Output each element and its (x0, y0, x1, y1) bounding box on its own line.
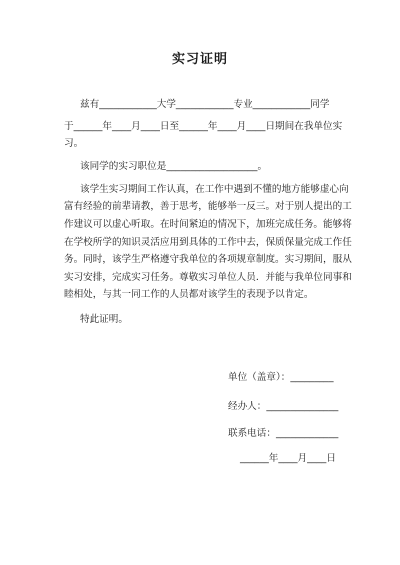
signature-unit: 单位（盖章）：_________ (228, 372, 334, 383)
body-line-4: 该同学的实习职位是___________________。 (80, 161, 268, 172)
body-line-5: 该学生实习期间工作认真，在工作中遇到不懂的地方能够虚心向 (80, 184, 349, 195)
body-line-9: 务。同时，该学生严格遵守我单位的各项规章制度。实习期间，服从 (64, 254, 352, 265)
body-line-1: 兹有____________大学____________专业____________同学 (80, 99, 330, 110)
body-line-3: 习。 (64, 138, 84, 149)
body-line-10: 实习安排，完成实习任务。尊敬实习单位人员．并能与我单位同事和 (64, 272, 352, 283)
body-line-7: 作建议可以虚心听取。在时间紧迫的情况下，加班完成任务。能够将 (64, 219, 352, 230)
document-title: 实习证明 (171, 52, 228, 67)
body-line-12: 特此证明。 (80, 314, 128, 325)
body-line-2: 于______年____月____日至______年____月____日期间在我单位实 (64, 121, 343, 132)
body-line-6: 富有经验的前辈请教，善于思考，能够举一反三。对于别人提出的工 (64, 201, 352, 212)
body-line-8: 在学校所学的知识灵活应用到具体的工作中去，保质保量完成工作任 (64, 237, 352, 248)
signature-phone: 联系电话：_____________ (228, 428, 339, 439)
body-line-11: 睦相处，与其一同工作的人员都对该学生的表现予以肯定。 (64, 289, 314, 300)
signature-handler: 经办人：_______________ (228, 401, 339, 412)
signature-date: ______年____月____日 (240, 453, 336, 464)
